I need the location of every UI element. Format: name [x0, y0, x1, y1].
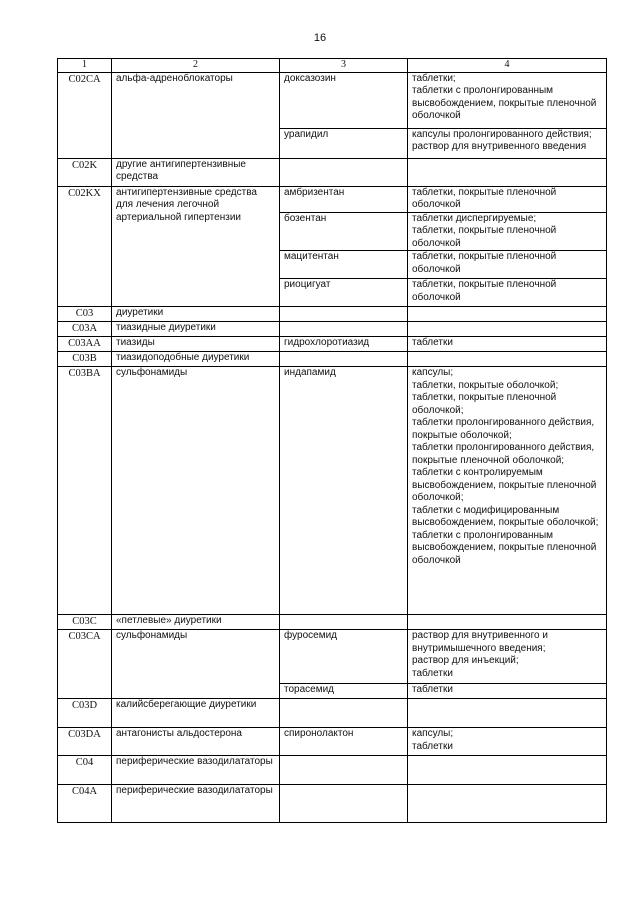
table-row	[58, 630, 607, 684]
drug-name-cell: торасемид	[280, 684, 408, 699]
dosage-form-cell	[408, 72, 607, 128]
drug-name-cell	[280, 785, 408, 823]
dosage-form-cell	[408, 785, 607, 823]
group-name-cell: периферические вазодилататоры	[112, 785, 280, 823]
group-name-cell: периферические вазодилататоры	[112, 756, 280, 785]
atc-code-cell: C02CA	[58, 72, 112, 158]
drug-name-cell: спиронолактон	[280, 728, 408, 756]
atc-code-cell: C03CA	[58, 630, 112, 699]
table-row	[58, 756, 607, 785]
table-row	[58, 322, 607, 337]
dosage-form-line: таблетки	[412, 667, 453, 679]
header-cell: 1	[58, 59, 112, 73]
dosage-form-line: таблетки с модифицированным высвобождением, покрытые оболочкой;	[412, 504, 599, 528]
dosage-form-cell	[408, 322, 607, 337]
dosage-form-line: таблетки пролонгированного действия, покрытые оболочкой;	[412, 417, 595, 441]
drug-name-cell	[280, 352, 408, 367]
atc-code-cell: C03AA	[58, 337, 112, 352]
drug-name-cell: урапидил	[280, 128, 408, 158]
dosage-form-line: таблетки;	[412, 72, 456, 84]
dosage-form-cell	[408, 615, 607, 630]
group-name-cell: тиазиды	[112, 337, 280, 352]
drug-name-cell: бозентан	[280, 212, 408, 251]
table-row	[58, 307, 607, 322]
header-cell: 3	[280, 59, 408, 73]
dosage-form-cell	[408, 728, 607, 756]
table-row	[58, 337, 607, 352]
drug-name-cell	[280, 699, 408, 728]
atc-code-cell: C03B	[58, 352, 112, 367]
dosage-form-cell	[408, 367, 607, 615]
atc-code-cell: C02K	[58, 158, 112, 186]
group-name-cell: другие антигипертензивные средства	[112, 158, 280, 186]
header-cell: 2	[112, 59, 280, 73]
dosage-form-line: таблетки, покрытые оболочкой;	[412, 379, 559, 391]
atc-code-cell: C02KX	[58, 186, 112, 307]
dosage-form-line: таблетки с контролируемым высвобождением, покрытые пленочной оболочкой;	[412, 467, 597, 503]
drug-name-cell: риоцигуат	[280, 279, 408, 307]
table-row	[58, 72, 607, 128]
dosage-form-line: таблетки, покрытые пленочной оболочкой	[412, 225, 557, 249]
dosage-form-cell	[408, 684, 607, 699]
group-name-cell: калийсберегающие диуретики	[112, 699, 280, 728]
dosage-form-line: таблетки пролонгированного действия, покрытые пленочной оболочкой;	[412, 442, 595, 466]
dosage-form-cell	[408, 756, 607, 785]
dosage-form-cell	[408, 128, 607, 158]
dosage-form-cell	[408, 699, 607, 728]
dosage-form-line: таблетки, покрытые пленочной оболочкой	[412, 186, 557, 210]
dosage-form-line: раствор для внутривенного и внутримышечного введения;	[412, 630, 548, 654]
atc-code-cell: C03DA	[58, 728, 112, 756]
atc-code-cell: C03D	[58, 699, 112, 728]
table-row	[58, 158, 607, 186]
atc-code-cell: C04A	[58, 785, 112, 823]
dosage-form-line: таблетки диспергируемые;	[412, 212, 537, 224]
dosage-form-line: раствор для внутривенного введения	[412, 141, 587, 152]
drug-name-cell: гидрохлоротиазид	[280, 337, 408, 352]
dosage-form-line: таблетки с пролонгированным высвобождением, покрытые пленочной оболочкой	[412, 85, 597, 121]
group-name-cell: диуретики	[112, 307, 280, 322]
atc-code-cell: C03BA	[58, 367, 112, 615]
dosage-form-cell	[408, 307, 607, 322]
dosage-form-cell	[408, 158, 607, 186]
dosage-form-cell	[408, 212, 607, 251]
dosage-form-cell	[408, 352, 607, 367]
group-name-cell: тиазидные диуретики	[112, 322, 280, 337]
dosage-form-line: таблетки с пролонгированным высвобождением, покрытые пленочной оболочкой	[412, 529, 597, 566]
drug-name-cell	[280, 322, 408, 337]
dosage-form-line: таблетки	[412, 684, 453, 695]
dosage-form-line: таблетки	[412, 337, 453, 348]
group-name-cell: альфа-адреноблокаторы	[112, 72, 280, 158]
atc-code-cell: C04	[58, 756, 112, 785]
table-row	[58, 367, 607, 615]
table-row	[58, 785, 607, 823]
dosage-form-cell	[408, 251, 607, 279]
page-number: 16	[313, 32, 327, 44]
table-row	[58, 728, 607, 756]
table-row	[58, 699, 607, 728]
table-header-row	[58, 59, 607, 73]
dosage-form-line: таблетки, покрытые пленочной оболочкой	[412, 251, 557, 275]
drug-name-cell: индапамид	[280, 367, 408, 615]
group-name-cell: тиазидоподобные диуретики	[112, 352, 280, 367]
drug-name-cell: фуросемид	[280, 630, 408, 684]
dosage-form-line: капсулы;	[412, 367, 454, 378]
table-row	[58, 186, 607, 212]
dosage-form-line: раствор для инъекций;	[412, 655, 519, 666]
dosage-form-cell	[408, 630, 607, 684]
drug-name-cell: мацитентан	[280, 251, 408, 279]
drug-name-cell	[280, 158, 408, 186]
drug-name-cell	[280, 756, 408, 785]
dosage-form-line: капсулы пролонгированного действия;	[412, 128, 592, 140]
dosage-form-cell	[408, 186, 607, 212]
group-name-cell: антигипертензивные средства для лечения легочной артериальной гипертензии	[112, 186, 280, 307]
drug-name-cell	[280, 307, 408, 322]
table-row	[58, 615, 607, 630]
atc-code-cell: C03	[58, 307, 112, 322]
header-cell: 4	[408, 59, 607, 73]
dosage-form-line: таблетки, покрытые пленочной оболочкой;	[412, 392, 557, 416]
atc-code-cell: C03A	[58, 322, 112, 337]
group-name-cell: сульфонамиды	[112, 367, 280, 615]
group-name-cell: антагонисты альдостерона	[112, 728, 280, 756]
drug-name-cell: доксазозин	[280, 72, 408, 128]
drug-name-cell	[280, 615, 408, 630]
dosage-form-line: таблетки, покрытые пленочной оболочкой	[412, 279, 557, 303]
group-name-cell: сульфонамиды	[112, 630, 280, 699]
dosage-form-line: таблетки	[412, 740, 453, 752]
atc-code-cell: C03C	[58, 615, 112, 630]
drug-table	[57, 58, 607, 823]
drug-name-cell: амбризентан	[280, 186, 408, 212]
table-row	[58, 352, 607, 367]
dosage-form-cell	[408, 279, 607, 307]
dosage-form-cell	[408, 337, 607, 352]
group-name-cell: «петлевые» диуретики	[112, 615, 280, 630]
dosage-form-line: капсулы;	[412, 728, 454, 739]
